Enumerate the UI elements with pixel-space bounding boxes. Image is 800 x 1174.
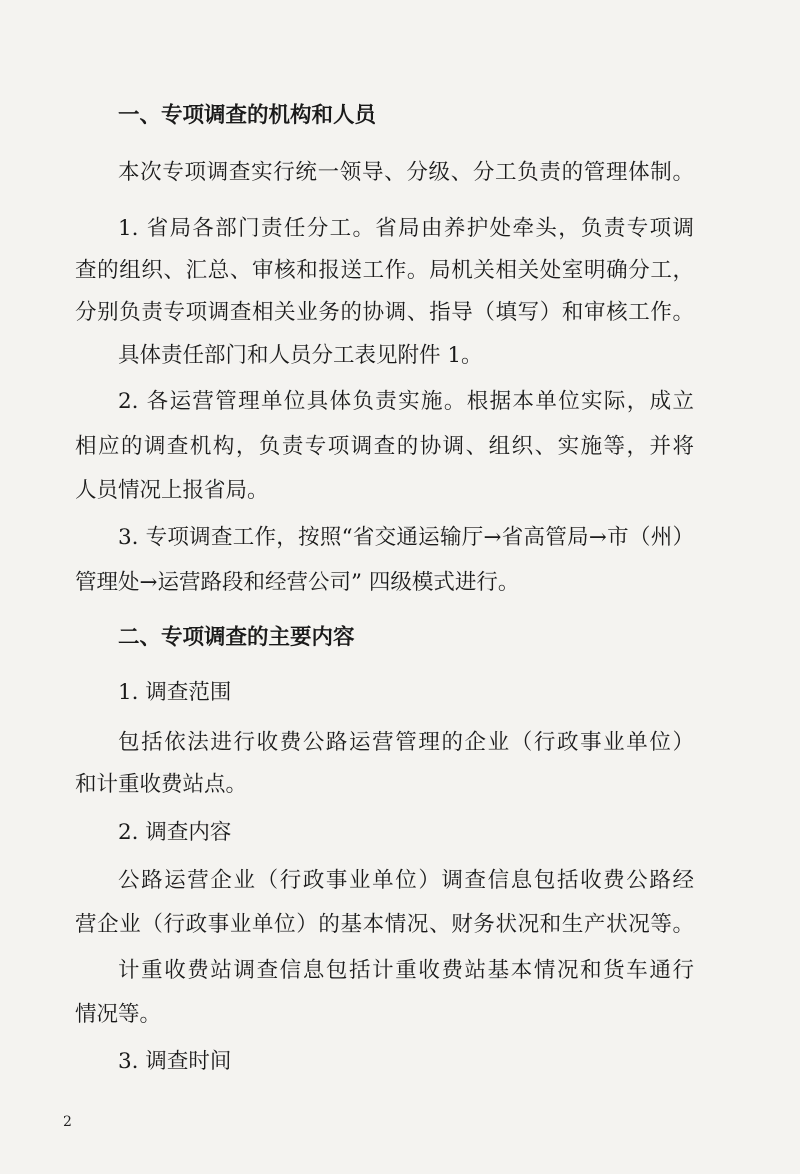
- page-number: 2: [63, 1114, 72, 1130]
- paragraph-line: 1. 省局各部门责任分工。省局由养护处牵头，负责专项调: [118, 216, 694, 241]
- paragraph-line: 人员情况上报省局。: [75, 478, 269, 503]
- paragraph-line: 包括依法进行收费公路运营管理的企业（行政事业单位）: [118, 730, 694, 755]
- subheading-line: 1. 调查范围: [118, 680, 232, 705]
- paragraph-line: 相应的调查机构，负责专项调查的协调、组织、实施等，并将: [75, 434, 694, 459]
- subheading-line: 2. 调查内容: [118, 820, 232, 845]
- paragraph-line: 公路运营企业（行政事业单位）调查信息包括收费公路经: [118, 868, 694, 893]
- section-heading-2: 二、专项调查的主要内容: [118, 625, 355, 650]
- paragraph-line: 本次专项调查实行统一领导、分级、分工负责的管理体制。: [118, 160, 694, 185]
- paragraph-line: 计重收费站调查信息包括计重收费站基本情况和货车通行: [118, 958, 694, 983]
- section-heading-1: 一、专项调查的机构和人员: [118, 103, 377, 128]
- paragraph-line: 管理处→运营路段和经营公司” 四级模式进行。: [75, 570, 520, 595]
- paragraph-line: 情况等。: [75, 1002, 162, 1027]
- paragraph-line: 3. 专项调查工作，按照“省交通运输厅→省高管局→市（州）: [118, 525, 694, 550]
- paragraph-line: 分别负责专项调查相关业务的协调、指导（填写）和审核工作。: [75, 300, 694, 325]
- paragraph-line: 具体责任部门和人员分工表见附件 1。: [118, 343, 483, 368]
- subheading-line: 3. 调查时间: [118, 1049, 232, 1074]
- paragraph-line: 和计重收费站点。: [75, 772, 248, 797]
- paragraph-line: 查的组织、汇总、审核和报送工作。局机关相关处室明确分工，: [75, 258, 694, 283]
- paragraph-line: 2. 各运营管理单位具体负责实施。根据本单位实际，成立: [118, 389, 694, 414]
- paragraph-line: 营企业（行政事业单位）的基本情况、财务状况和生产状况等。: [75, 912, 694, 937]
